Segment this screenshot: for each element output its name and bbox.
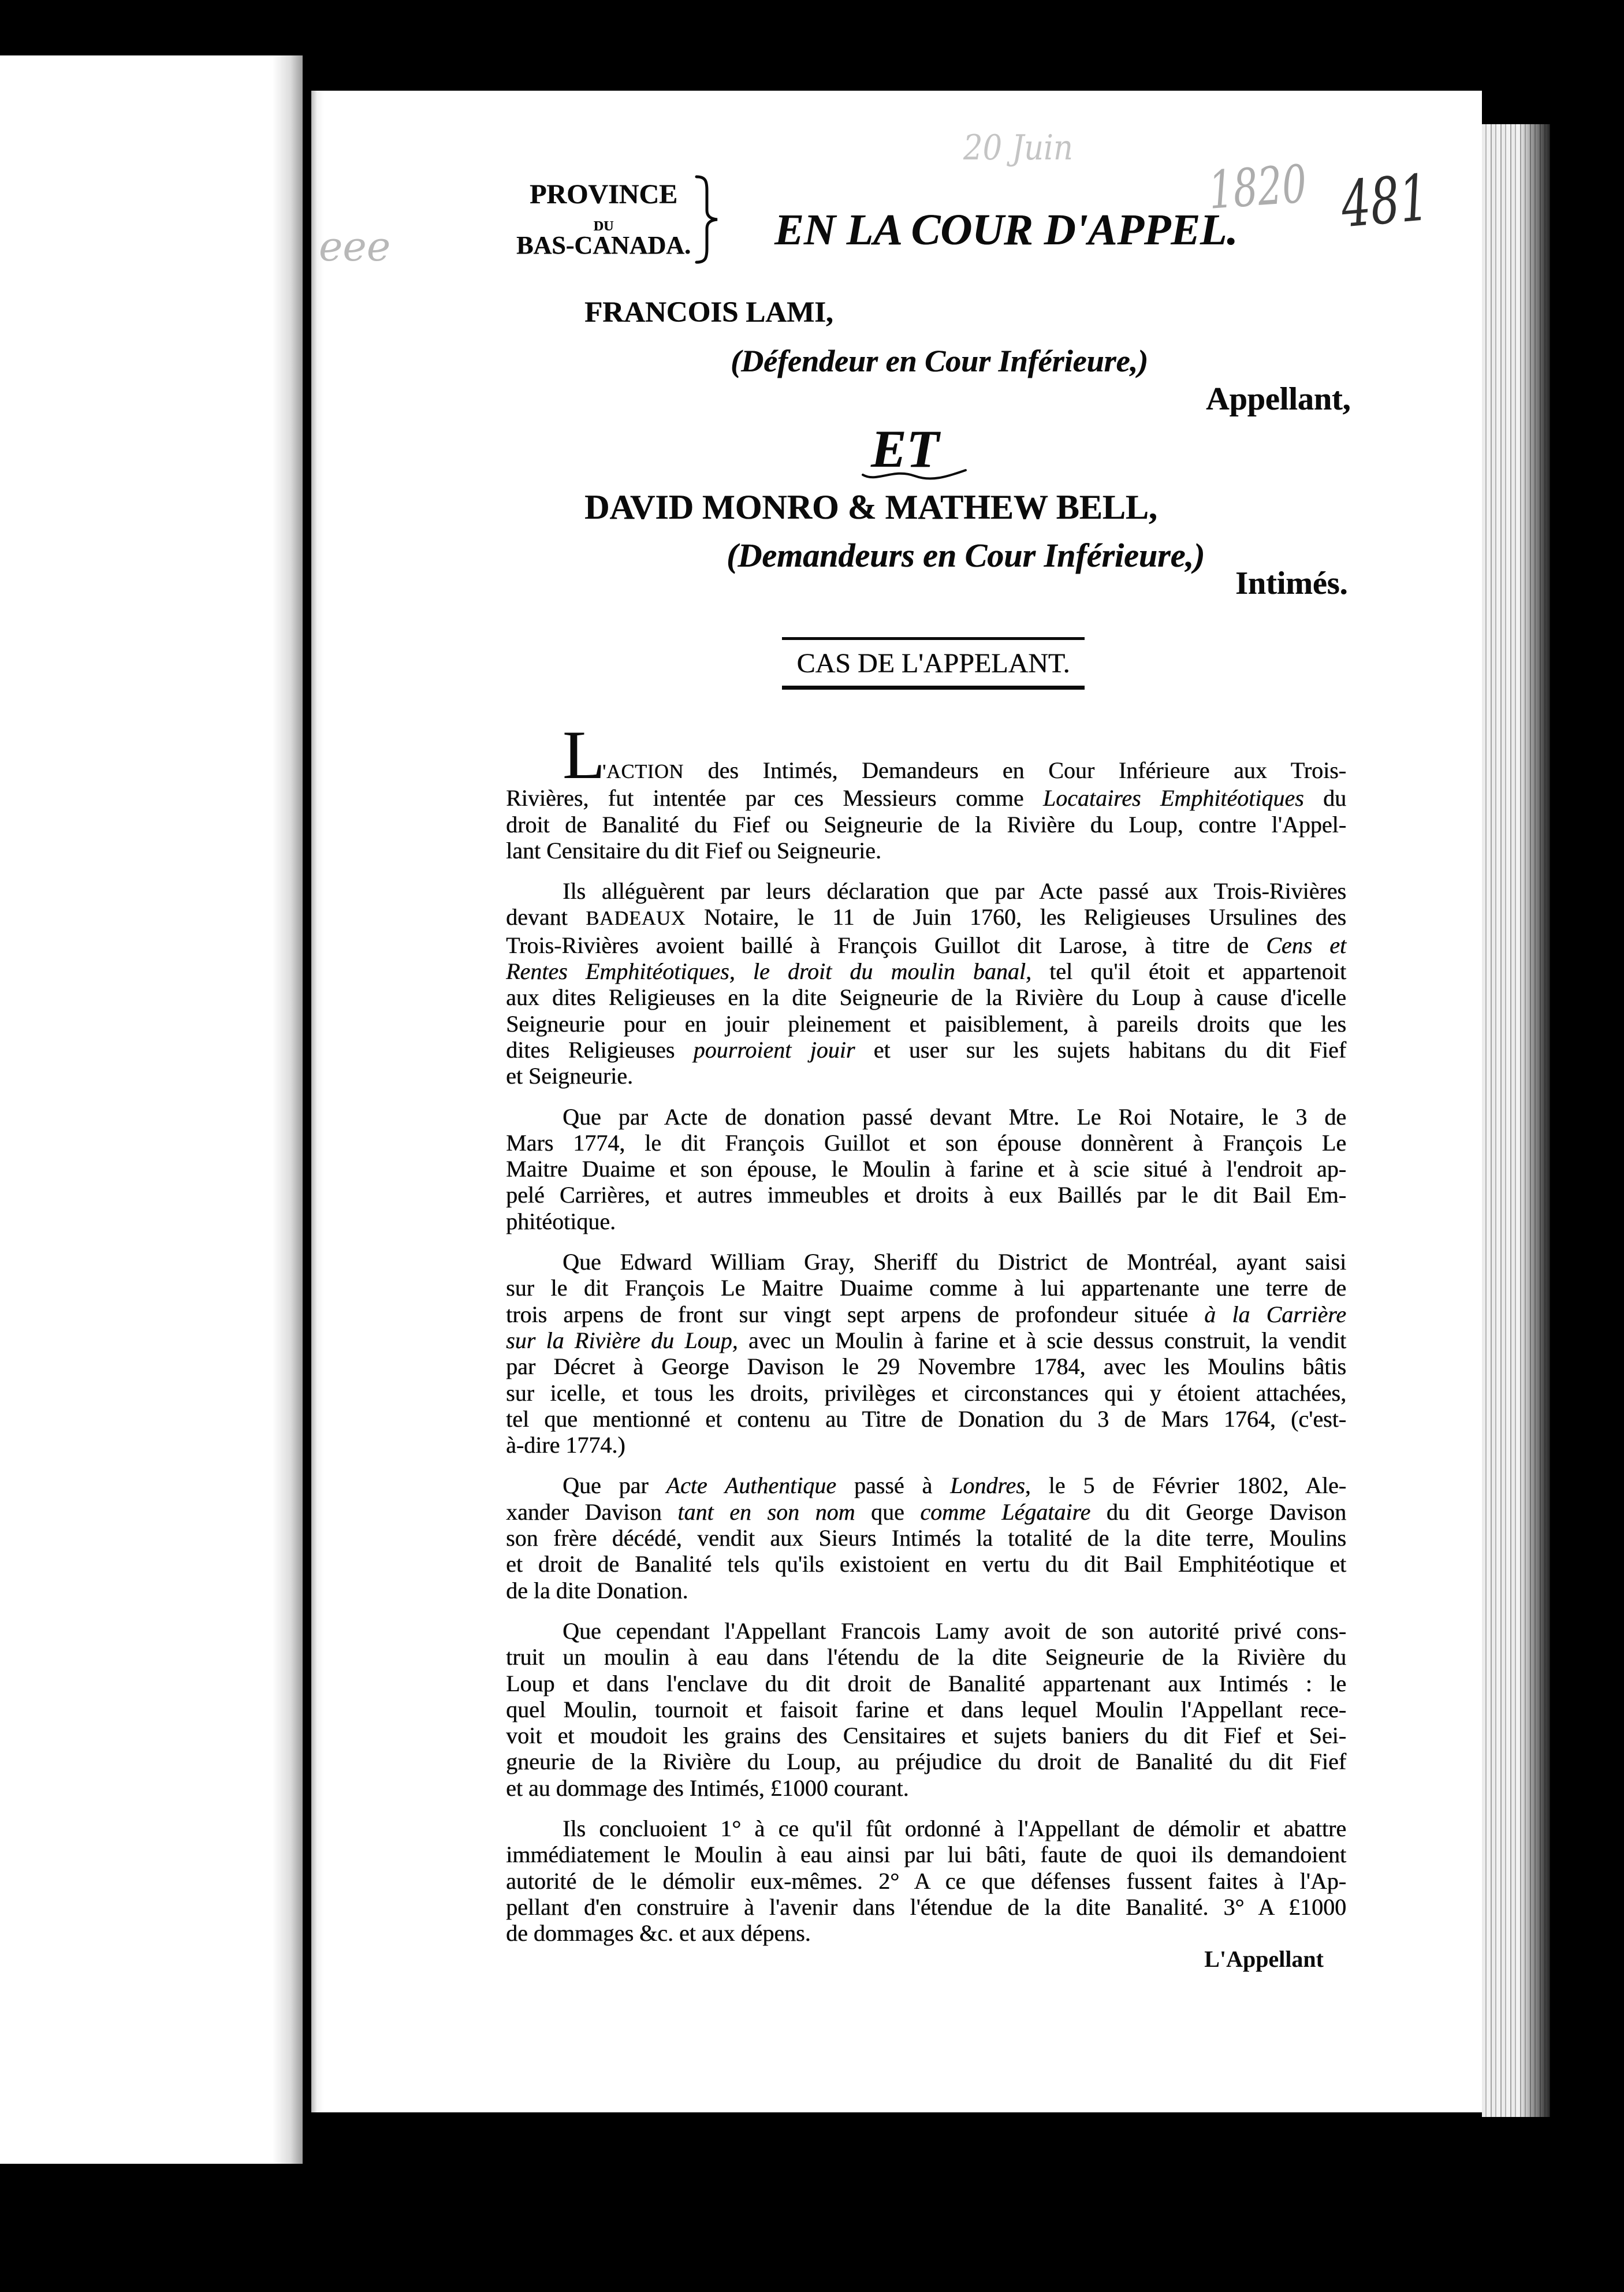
- small-caps-run: BADEAUX: [586, 907, 686, 930]
- text-run: Que Edward William Gray, Sheriff du District de Montréal, ayant saisi: [563, 1249, 1346, 1275]
- text-line: [506, 812, 1346, 838]
- text-line: [506, 1182, 1346, 1208]
- text-run: , le 5 de Février 1802, Ale-: [1025, 1472, 1346, 1499]
- italic-run: pourroient jouir: [693, 1036, 855, 1063]
- handwritten-folio-number: 481: [1338, 160, 1432, 242]
- respondents-names: DAVID MONRO & MATHEW BELL,: [584, 488, 1157, 526]
- text-line: [506, 1618, 1346, 1644]
- text-run: Trois-Rivières avoient baillé à François Guillot dit Larose, à titre de: [506, 932, 1267, 958]
- text-run: trois arpens de front sur vingt sept arpens de profondeur située: [506, 1301, 1205, 1327]
- text-run: que: [855, 1498, 921, 1525]
- paragraph: [506, 1815, 1346, 1946]
- text-run: Ils alléguèrent par leurs déclaration que par Acte passé aux Trois-Rivières: [563, 878, 1346, 905]
- text-run: tel qu'il étoit et appartenoit: [1031, 958, 1347, 985]
- body-text: [506, 716, 1347, 1947]
- appellant-role: (Défendeur en Cour Inférieure,): [731, 344, 1148, 378]
- text-line: [506, 1499, 1346, 1525]
- text-run: voit et moudoit les grains des Censitaires et sujets baniers du dit Fief et Sei-: [506, 1722, 1346, 1749]
- text-line: [506, 1815, 1346, 1841]
- flourish-ornament: [859, 462, 969, 485]
- catchword: L'Appellant: [1204, 1946, 1324, 1972]
- province-connector: DU: [593, 219, 614, 234]
- left-blank-page: [0, 55, 303, 2164]
- text-line: [506, 1011, 1346, 1037]
- text-run: et au dommage des Intimés, £1000 courant.: [506, 1774, 909, 1801]
- text-run: Que cependant l'Appellant Francois Lamy avoit de son autorité privé cons-: [563, 1617, 1346, 1644]
- text-run: son frère décédé, vendit aux Sieurs Intimés la totalité de la dite terre, Moulins: [506, 1525, 1346, 1551]
- section-title: CAS DE L'APPELANT.: [796, 648, 1070, 679]
- text-run: dites Religieuses: [506, 1036, 694, 1063]
- text-line: [506, 1249, 1346, 1275]
- text-line: [506, 1525, 1346, 1551]
- text-run: Rivières, fut intentée par ces Messieurs comme: [506, 785, 1043, 812]
- text-line: [506, 1722, 1346, 1748]
- text-run: tel que mentionné et contenu au Titre de Donation du 3 de Mars 1764, (c'est-: [506, 1405, 1346, 1432]
- initial-capital: L: [563, 716, 605, 793]
- province-name: BAS-CANADA.: [516, 231, 691, 259]
- text-run: de dommages &c. et aux dépens.: [506, 1920, 811, 1947]
- text-line: [506, 1775, 1346, 1801]
- text-run: droit de Banalité du Fief ou Seigneurie de la Rivière du Loup, contre l'Appel-: [506, 811, 1346, 838]
- text-run: Que par: [563, 1472, 666, 1499]
- text-run: autorité de le démolir eux-mêmes. 2° A ce que défenses fussent faites à l'Ap-: [506, 1867, 1346, 1894]
- italic-run: Londres: [950, 1472, 1025, 1499]
- section-rule-bottom: [782, 686, 1085, 690]
- text-line: [506, 1380, 1346, 1406]
- text-run: quel Moulin, tournoit et faisoit farine et dans lequel Moulin l'Appellant rece-: [506, 1696, 1346, 1722]
- text-run: et user sur les sujets habitans du dit Fief: [855, 1036, 1346, 1063]
- text-run: Maitre Duaime et son épouse, le Moulin à farine et à scie situé à l'endroit ap-: [506, 1156, 1346, 1182]
- respondents-role: (Demandeurs en Cour Inférieure,): [727, 537, 1205, 574]
- text-run: Seigneurie pour en jouir pleinement et paisiblement, à pareils droits que les: [506, 1010, 1346, 1037]
- text-line: [506, 904, 1346, 932]
- text-run: de la dite Donation.: [506, 1577, 688, 1603]
- text-run: pellant d'en construire à l'avenir dans l'étendue de la dite Banalité. 3° A £1000: [506, 1893, 1346, 1920]
- text-run: Notaire, le 11 de Juin 1760, les Religieuses Ursulines des: [686, 904, 1347, 931]
- text-line: [506, 1275, 1346, 1301]
- appellant-label: Appellant,: [1206, 381, 1351, 417]
- text-run: du: [1303, 785, 1346, 812]
- text-line: [506, 1301, 1346, 1327]
- text-run: du dit George Davison: [1090, 1498, 1346, 1525]
- text-line: [506, 1577, 1346, 1603]
- text-line: [506, 1894, 1346, 1920]
- paragraph: [506, 1472, 1346, 1603]
- text-line: [506, 1406, 1346, 1432]
- text-run: lant Censitaire du dit Fief ou Seigneurie.: [506, 837, 881, 864]
- text-run: Ils concluoient 1° à ce qu'il fût ordonné à l'Appellant de démolir et abattre: [563, 1815, 1346, 1841]
- text-line: [506, 1037, 1346, 1063]
- text-line: [506, 1156, 1346, 1182]
- paragraph: [506, 1249, 1346, 1458]
- page-edges: [1482, 124, 1550, 2117]
- respondents-label: Intimés.: [1235, 565, 1348, 601]
- text-run: à-dire 1774.): [506, 1432, 625, 1458]
- text-line: [506, 1327, 1346, 1353]
- text-line: [506, 1644, 1346, 1670]
- text-line: [506, 1063, 1346, 1089]
- text-line: [506, 932, 1346, 958]
- text-line: [506, 1104, 1346, 1130]
- text-run: et Seigneurie.: [506, 1063, 633, 1089]
- italic-run: comme Légataire: [920, 1498, 1091, 1525]
- appellant-name: FRANCOIS LAMI,: [584, 296, 833, 329]
- text-run: gneurie de la Rivière du Loup, au préjudice du droit de Banalité du dit Fief: [506, 1748, 1346, 1775]
- text-line: [506, 1868, 1346, 1894]
- italic-run: sur la Rivière du Loup,: [506, 1327, 738, 1353]
- court-title: EN LA COUR D'APPEL.: [774, 206, 1238, 254]
- small-caps-run: 'ACTION: [602, 761, 684, 783]
- text-line: [506, 838, 1346, 864]
- italic-run: tant en son nom: [677, 1498, 855, 1525]
- province-label: PROVINCE: [529, 179, 677, 210]
- text-line: [506, 1670, 1346, 1696]
- text-run: sur le dit François Le Maitre Duaime comme à lui appartenante une terre de: [506, 1275, 1346, 1301]
- text-run: avec un Moulin à farine et à scie dessus construit, la vendit: [737, 1327, 1346, 1353]
- text-run: pelé Carrières, et autres immeubles et droits à eux Baillés par le dit Bail Em-: [506, 1182, 1346, 1208]
- paragraph: [506, 878, 1346, 1089]
- italic-run: Rentes Emphitéotiques, le droit du moulin banal,: [506, 958, 1031, 985]
- text-line: [506, 1130, 1346, 1156]
- italic-run: Acte Authentique: [666, 1472, 836, 1499]
- text-line: [506, 1748, 1346, 1774]
- paragraph: [506, 1618, 1346, 1801]
- paragraph: [506, 716, 1346, 864]
- italic-run: à la Carrière: [1204, 1301, 1346, 1327]
- text-line: [506, 1432, 1346, 1458]
- text-line: [506, 716, 1346, 793]
- conjunction-et: ET: [871, 419, 939, 478]
- text-line: [506, 1472, 1346, 1498]
- text-line: [506, 1208, 1346, 1234]
- text-run: par Décret à George Davison le 29 Novembre 1784, avec les Moulins bâtis: [506, 1353, 1346, 1380]
- text-line: [506, 1696, 1346, 1722]
- text-run: passé à: [836, 1472, 951, 1499]
- handwritten-margin-note: eee: [319, 223, 391, 270]
- text-line: [506, 1841, 1346, 1867]
- text-run: truit un moulin à eau dans l'étendu de la dite Seigneurie de la Rivière du: [506, 1644, 1346, 1670]
- text-run: sur icelle, et tous les droits, privilèges et circonstances qui y étoient attachées,: [506, 1379, 1346, 1406]
- text-line: [506, 878, 1346, 904]
- text-line: [506, 1920, 1346, 1946]
- paragraph: [506, 1104, 1346, 1234]
- text-run: xander Davison: [506, 1498, 678, 1525]
- text-run: immédiatement le Moulin à eau ainsi par lui bâti, faute de quoi ils demandoient: [506, 1841, 1346, 1868]
- text-run: Que par Acte de donation passé devant Mtre. Le Roi Notaire, le 3 de: [563, 1103, 1346, 1130]
- handwritten-year-note: 1820: [1206, 154, 1309, 221]
- text-line: [506, 1551, 1346, 1577]
- text-run: et droit de Banalité tels qu'ils existoient en vertu du dit Bail Emphitéotique et: [506, 1551, 1346, 1577]
- text-line: [506, 958, 1346, 984]
- text-run: phitéotique.: [506, 1208, 616, 1234]
- text-run: Loup et dans l'enclave du dit droit de Banalité appartenant aux Intimés : le: [506, 1670, 1346, 1696]
- text-line: [506, 785, 1346, 811]
- italic-run: Cens et: [1266, 932, 1346, 958]
- section-rule-top: [782, 637, 1085, 640]
- brace-ornament: [693, 174, 721, 265]
- text-run: des Intimés, Demandeurs en Cour Inférieure aux Trois-: [683, 757, 1346, 783]
- text-run: Mars 1774, le dit François Guillot et son épouse donnèrent à François Le: [506, 1129, 1346, 1156]
- text-line: [506, 984, 1346, 1010]
- text-line: [506, 1353, 1346, 1379]
- text-run: devant: [506, 904, 586, 931]
- text-run: aux dites Religieuses en la dite Seigneurie de la Rivière du Loup à cause d'icelle: [506, 984, 1346, 1011]
- handwritten-date-note: 20 Juin: [963, 128, 1074, 168]
- italic-run: Locataires Emphitéotiques: [1042, 785, 1304, 812]
